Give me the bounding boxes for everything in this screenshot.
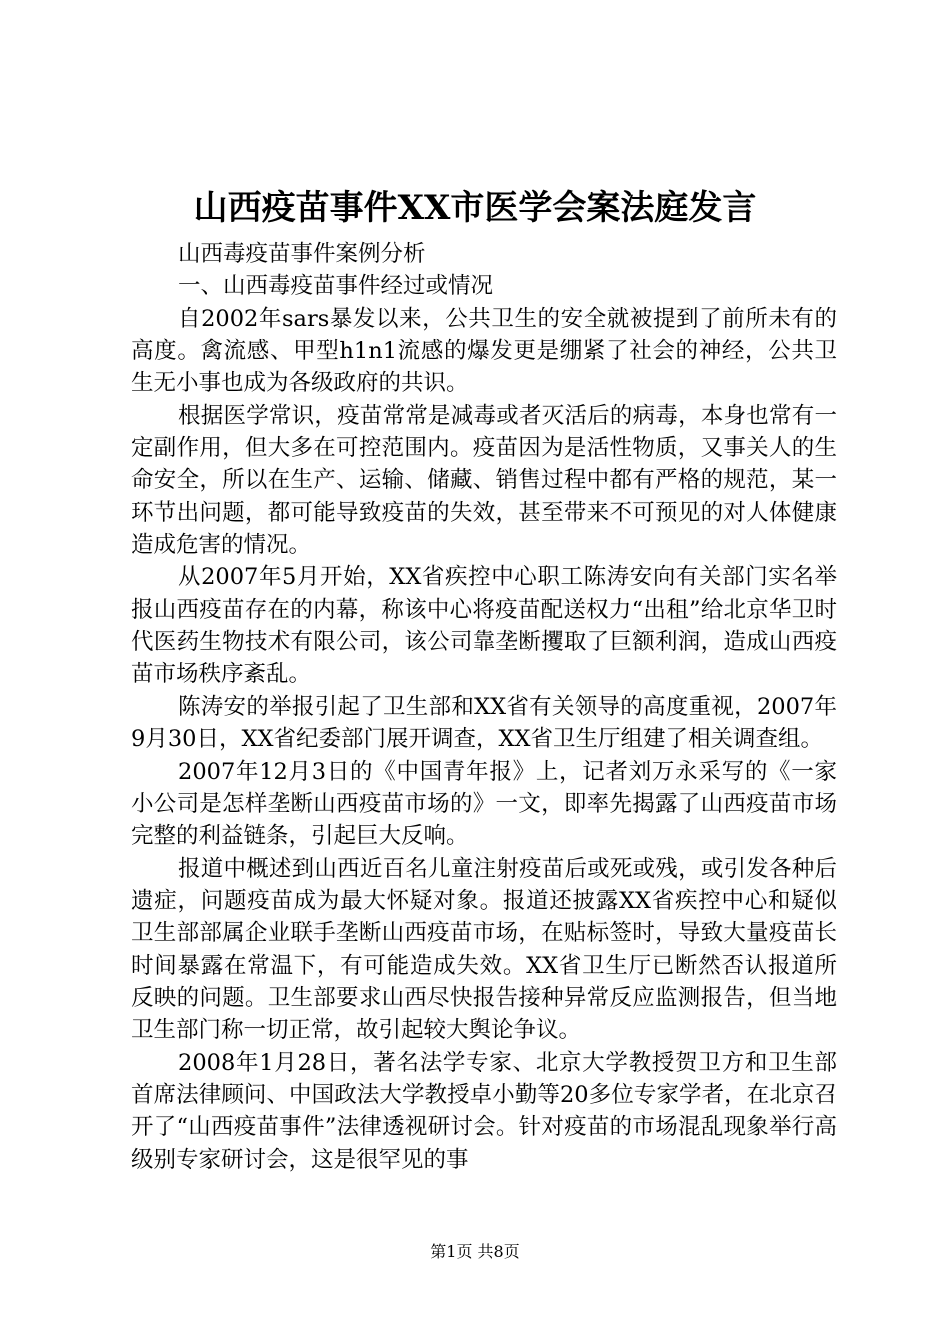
paragraph: 2008年1月28日，著名法学专家、北京大学教授贺卫方和卫生部首席法律顾问、中国政法大学教授卓小勤等20多位专家学者，在北京召开了“山西疫苗事件”法律透视研讨会。针对疫苗的市场混乱现象举行高级别专家研讨会，这是很罕见的事 bbox=[131, 1049, 837, 1173]
paragraph: 报道中概述到山西近百名儿童注射疫苗后或死或残，或引发各种后遗症，问题疫苗成为最大怀疑对象。报道还披露XX省疾控中心和疑似卫生部部属企业联手垄断山西疫苗市场，在贴标签时，导致大量疫苗长时间暴露在常温下，有可能造成失效。XX省卫生厅已断然否认报道所反映的问题。卫生部要求山西尽快报告接种异常反应监测报告，但当地卫生部门称一切正常，故引起较大舆论争议。 bbox=[131, 855, 837, 1044]
document-body bbox=[131, 238, 837, 1176]
paragraph: 山西毒疫苗事件案例分析 bbox=[178, 241, 426, 267]
paragraph: 自2002年sars暴发以来，公共卫生的安全就被提到了前所未有的高度。禽流感、甲型h1n1流感的爆发更是绷紧了社会的神经，公共卫生无小事也成为各级政府的共识。 bbox=[131, 305, 837, 397]
paragraph: 从2007年5月开始，XX省疾控中心职工陈涛安向有关部门实名举报山西疫苗存在的内幕，称该中心将疫苗配送权力“出租”给北京华卫时代医药生物技术有限公司，该公司靠垄断攫取了巨额利润，造成山西疫苗市场秩序紊乱。 bbox=[131, 564, 837, 688]
page-footer: 第1页 共8页 bbox=[430, 1242, 520, 1261]
paragraph: 2007年12月3日的《中国青年报》上，记者刘万永采写的《一家小公司是怎样垄断山西疫苗市场的》一文，即率先揭露了山西疫苗市场完整的利益链条，引起巨大反响。 bbox=[131, 758, 837, 850]
paragraph: 一、山西毒疫苗事件经过或情况 bbox=[178, 273, 494, 300]
paragraph: 根据医学常识，疫苗常常是减毒或者灭活后的病毒，本身也常有一定副作用，但大多在可控范围内。疫苗因为是活性物质，又事关人的生命安全，所以在生产、运输、储藏、销售过程中都有严格的规范，某一环节出问题，都可能导致疫苗的失效，甚至带来不可预见的对人体健康造成危害的情况。 bbox=[131, 402, 837, 559]
document-title: 山西疫苗事件XX市医学会案法庭发言 bbox=[193, 188, 757, 228]
paragraph: 陈涛安的举报引起了卫生部和XX省有关领导的高度重视，2007年9月30日，XX省纪委部门展开调查，XX省卫生厅组建了相关调查组。 bbox=[131, 693, 837, 753]
